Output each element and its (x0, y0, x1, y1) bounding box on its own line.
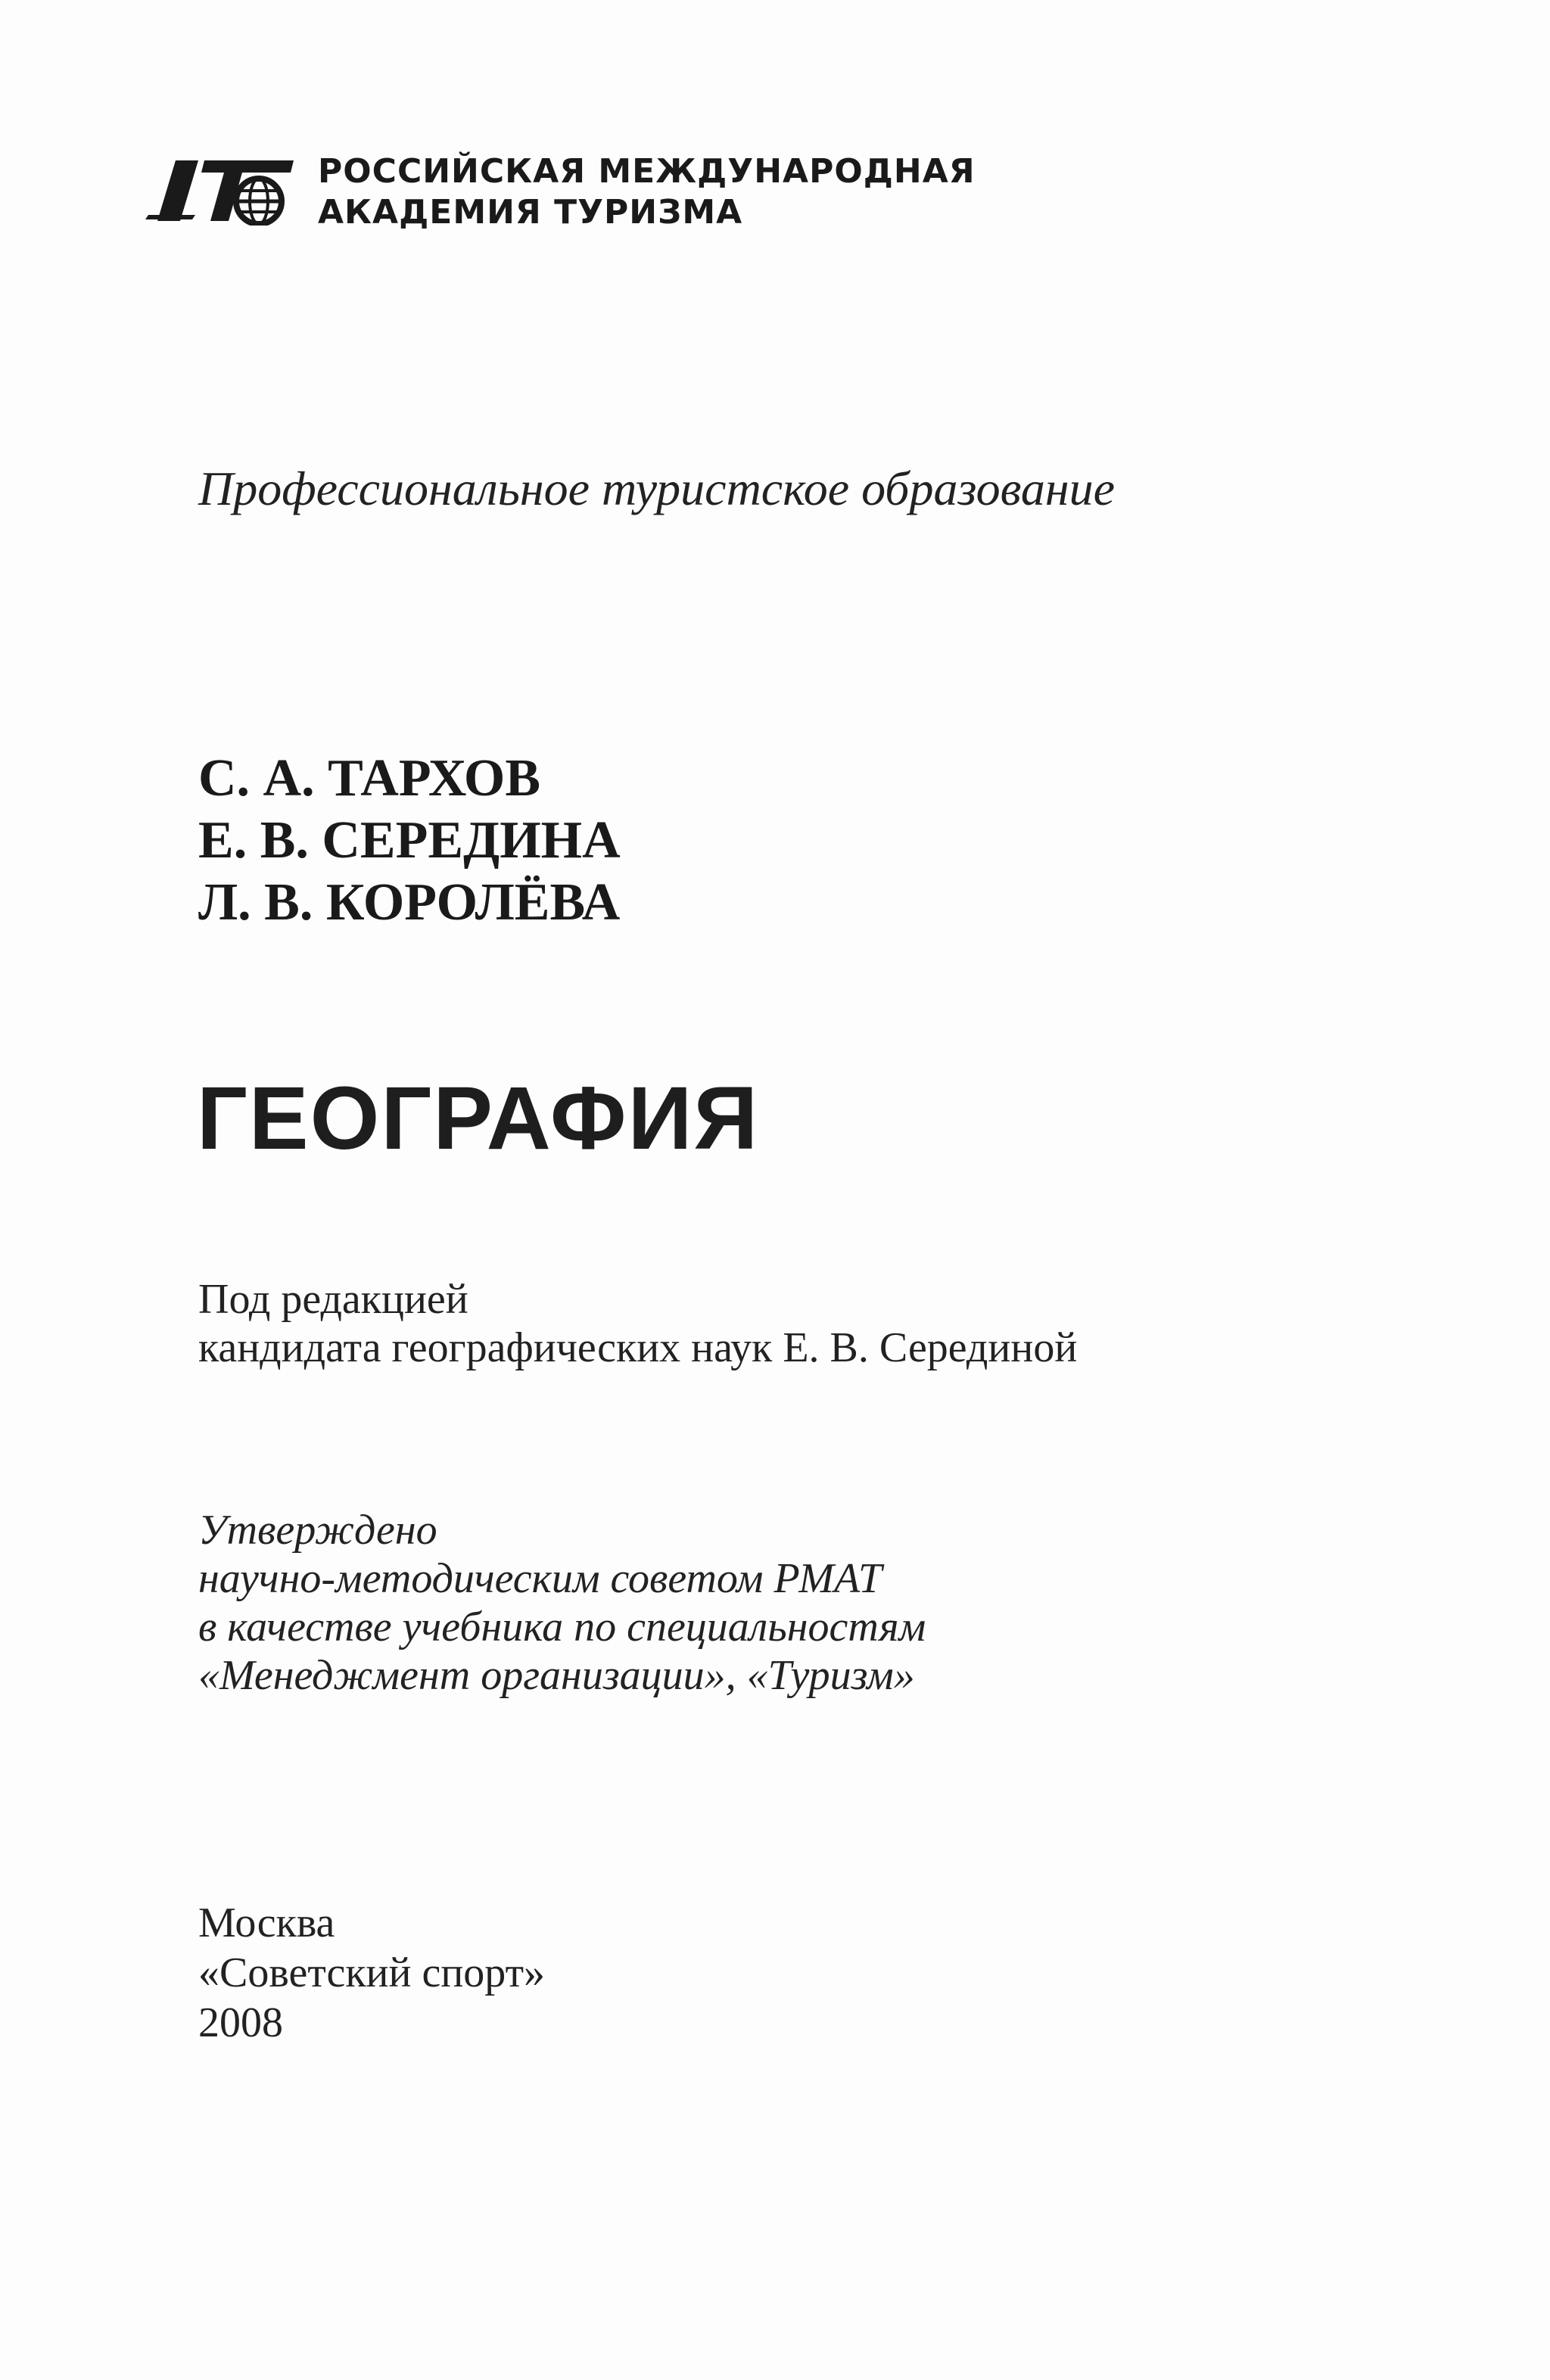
imprint-year: 2008 (198, 1999, 283, 2046)
rmat-logo-icon (145, 156, 297, 226)
editor-line: Под редакцией (198, 1276, 468, 1323)
imprint (198, 1898, 545, 2048)
book-title: ГЕОГРАФИЯ (197, 1069, 760, 1168)
author-name: С. А. ТАРХОВ (198, 749, 541, 807)
publisher-name (318, 151, 976, 233)
author-name: Л. В. КОРОЛЁВА (198, 873, 621, 932)
publisher-name-line2: АКАДЕМИЯ ТУРИЗМА (318, 193, 743, 232)
author-name: Е. В. СЕРЕДИНА (198, 811, 621, 870)
author-list (198, 748, 621, 934)
editor-note (198, 1275, 1077, 1372)
approval-line: в качестве учебника по специальностям (198, 1604, 926, 1650)
editor-line: кандидата географических наук Е. В. Серединой (198, 1324, 1078, 1371)
publisher-header (145, 151, 1016, 235)
approval-note (198, 1506, 926, 1700)
approval-line: «Менеджмент организации», «Туризм» (198, 1652, 915, 1699)
approval-line: Утверждено (198, 1507, 437, 1554)
approval-line: научно-методическим советом РМАТ (198, 1555, 882, 1602)
imprint-publisher: «Советский спорт» (198, 1949, 546, 1996)
imprint-city: Москва (198, 1899, 335, 1946)
series-title: Профессиональное туристское образование (198, 462, 1116, 515)
publisher-name-line1: РОССИЙСКАЯ МЕЖДУНАРОДНАЯ (318, 152, 976, 191)
